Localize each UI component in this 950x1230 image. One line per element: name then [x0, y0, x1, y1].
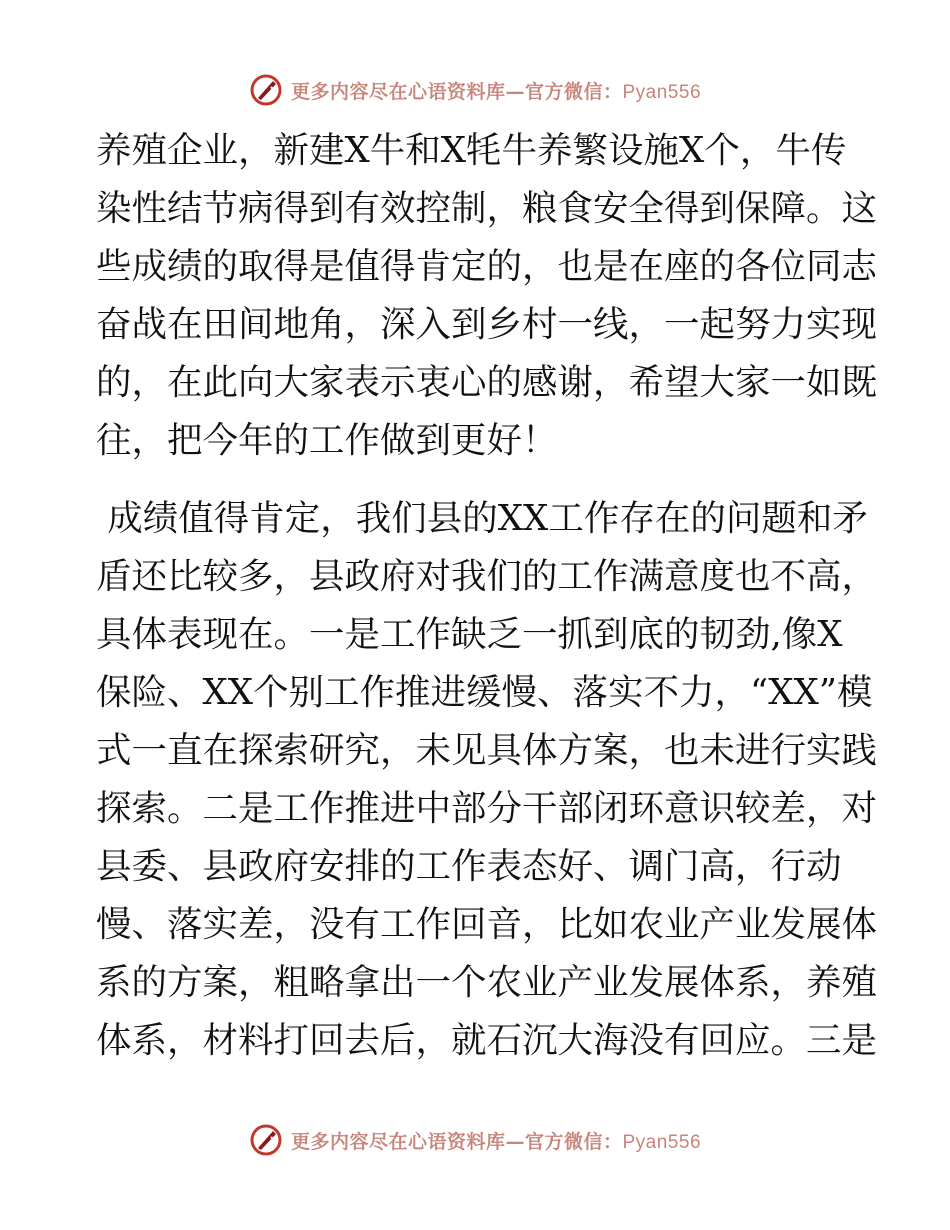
text-line: 的，在此向大家表示衷心的感谢，希望大家一如既: [96, 362, 878, 403]
text-line: 体系，材料打回去后，就石沉大海没有回应。三是: [96, 1020, 878, 1061]
text-line: 奋战在田间地角，深入到乡村一线，一起努力实现: [96, 304, 878, 345]
text-line: 些成绩的取得是值得肯定的，也是在座的各位同志: [96, 246, 878, 287]
text-line: 保险、XX个别工作推进缓慢、落实不力，“XX”模: [96, 672, 873, 713]
text-line: 养殖企业，新建X牛和X牦牛养繁设施X个，牛传: [96, 130, 847, 171]
watermark-text: 更多内容尽在心语资料库—官方微信：Pyan556: [290, 1130, 702, 1153]
text-line: 往，把今年的工作做到更好！: [96, 420, 558, 461]
quill-logo-icon: [249, 1123, 283, 1157]
text-line: 式一直在探索研究，未见具体方案，也未进行实践: [96, 730, 878, 771]
text-line: 系的方案，粗略拿出一个农业产业发展体系，养殖: [96, 962, 878, 1003]
text-line: 慢、落实差，没有工作回音，比如农业产业发展体: [96, 904, 878, 945]
paragraph-2: [96, 490, 878, 1070]
text-line: 县委、县政府安排的工作表态好、调门高，行动: [96, 846, 842, 887]
text-line: 探索。二是工作推进中部分干部闭环意识较差，对: [96, 788, 878, 829]
watermark-text: 更多内容尽在心语资料库—官方微信：Pyan556: [290, 80, 702, 103]
paragraph-1: [96, 122, 878, 470]
text-line: 染性结节病得到有效控制，粮食安全得到保障。这: [96, 188, 878, 229]
text-line: 盾还比较多，县政府对我们的工作满意度也不高，: [96, 556, 878, 597]
header-watermark: [0, 70, 950, 110]
text-line: 具体表现在。一是工作缺乏一抓到底的韧劲,像X: [96, 614, 843, 655]
quill-logo-icon: [249, 73, 283, 107]
footer-watermark: [0, 1120, 950, 1160]
document-body: [96, 122, 878, 1070]
text-line: 成绩值得肯定，我们县的XX工作存在的问题和矛: [96, 498, 868, 539]
